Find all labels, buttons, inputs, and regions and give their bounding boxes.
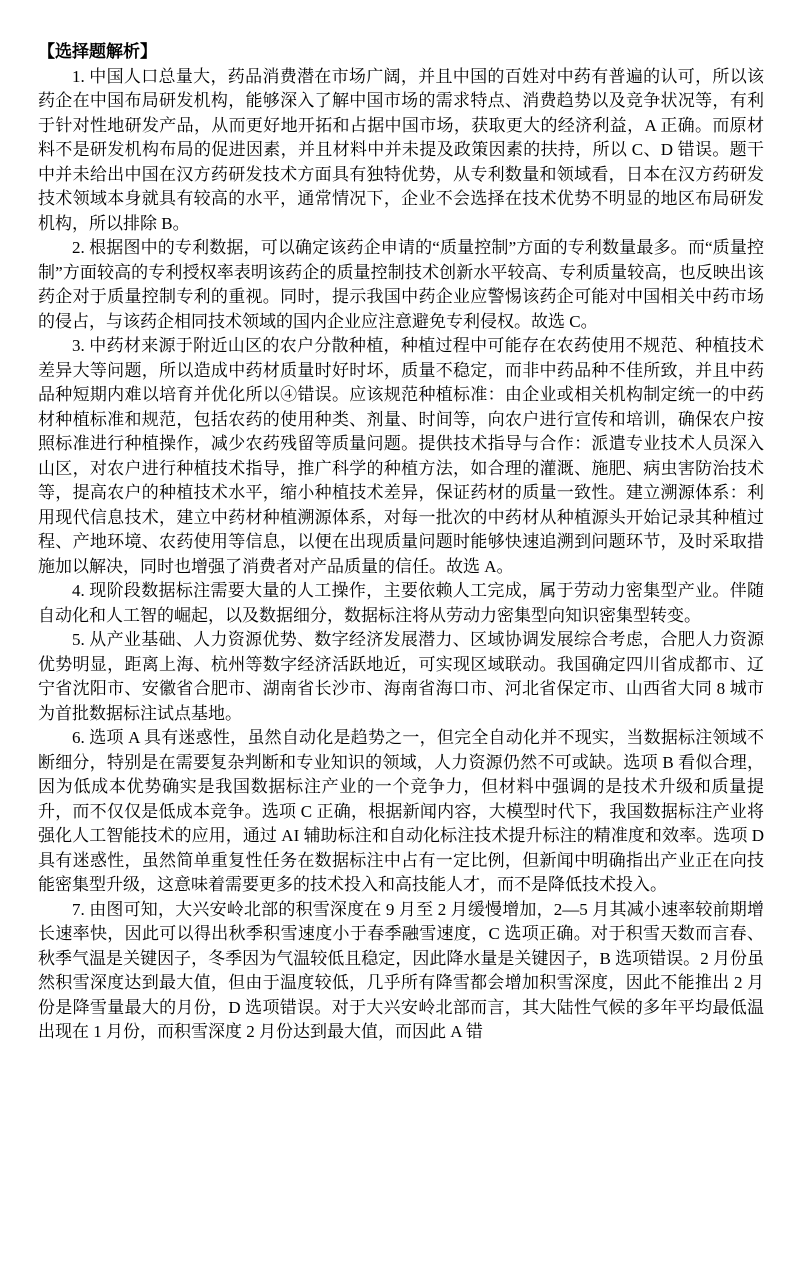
answer-paragraph-3: 3. 中药材来源于附近山区的农户分散种植，种植过程中可能存在农药使用不规范、种植技术差异大等问题，所以造成中药材质量时好时坏，质量不稳定，而非中药品种不佳所致，并且中药品种短期内难以培育并优化所以④错误。应该规范种植标准：由企业或相关机构制定统一的中药材种植标准和规范，包括农药的使用种类、剂量、时间等，向农户进行宣传和培训，确保农户按照标准进行种植操作，减少农药残留等质量问题。提供技术指导与合作：派遣专业技术人员深入山区，对农户进行种植技术指导，推广科学的种植方法，如合理的灌溉、施肥、病虫害防治技术等，提高农户的种植技术水平，缩小种植技术差异，保证药材的质量一致性。建立溯源体系：利用现代信息技术，建立中药材种植溯源体系，对每一批次的中药材从种植源头开始记录其种植过程、产地环境、农药使用等信息，以便在出现质量问题时能够快速追溯到问题环节，及时采取措施加以解决，同时也增强了消费者对产品质量的信任。故选 A。 — [38, 336, 764, 576]
answer-paragraph-7: 7. 由图可知，大兴安岭北部的积雪深度在 9 月至 2 月缓慢增加，2—5 月其减小速率较前期增长速率快，因此可以得出秋季积雪速度小于春季融雪速度，C 选项正确。对于积雪天数而言春、秋季气温是关键因子，冬季因为气温较低且稳定，因此降水量是关键因子，B 选项错误。2 月份虽然积雪深度达到最大值，但由于温度较低，几乎所有降雪都会增加积雪深度，因此不能推出 2 月份是降雪量最大的月份，D 选项错误。对于大兴安岭北部而言，其大陆性气候的多年平均最低温出现在 1 月份，而积雪深度 2 月份达到最大值，而因此 A 错 — [38, 899, 764, 1041]
answer-paragraph-1: 1. 中国人口总量大，药品消费潜在市场广阔，并且中国的百姓对中药有普遍的认可，所以该药企在中国布局研发机构，能够深入了解中国市场的需求特点、消费趋势以及竞争状况等，有利于针对性地研发产品，从而更好地开拓和占据中国市场，获取更大的经济利益，A 正确。而原材料不是研发机构布局的促进因素，并且材料中并未提及政策因素的扶持，所以 C、D 错误。题干中并未给出中国在汉方药研发技术方面具有独特优势，从专利数量和领域看，日本在汉方药研发技术领域本身就具有较高的水平，通常情况下，企业不会选择在技术优势不明显的地区布局研发机构，所以排除 B。 — [38, 66, 764, 233]
document-title: 【选择题解析】 — [38, 42, 157, 61]
answer-paragraph-4: 4. 现阶段数据标注需要大量的人工操作，主要依赖人工完成，属于劳动力密集型产业。伴随自动化和人工智的崛起，以及数据细分，数据标注将从劳动力密集型向知识密集型转变。 — [38, 581, 764, 625]
answer-paragraph-2: 2. 根据图中的专利数据，可以确定该药企申请的“质量控制”方面的专利数量最多。而“质量控制”方面较高的专利授权率表明该药企的质量控制技术创新水平较高、专利质量较高，也反映出该药企对于质量控制专利的重视。同时，提示我国中药企业应警惕该药企可能对中国相关中药市场的侵占，与该药企相同技术领域的国内企业应注意避免专利侵权。故选 C。 — [38, 238, 764, 331]
answer-paragraph-5: 5. 从产业基础、人力资源优势、数字经济发展潜力、区域协调发展综合考虑，合肥人力资源优势明显，距离上海、杭州等数字经济活跃地近，可实现区域联动。我国确定四川省成都市、辽宁省沈阳市、安徽省合肥市、湖南省长沙市、海南省海口市、河北省保定市、山西省大同 8 城市为首批数据标注试点基地。 — [38, 630, 764, 723]
answer-paragraph-6: 6. 选项 A 具有迷惑性，虽然自动化是趋势之一，但完全自动化并不现实，当数据标注领域不断细分，特别是在需要复杂判断和专业知识的领域，人力资源仍然不可或缺。选项 B 看似合理，因为低成本优势确实是我国数据标注产业的一个竞争力，但材料中强调的是技术升级和质量提升，而不仅仅是低成本竞争。选项 C 正确，根据新闻内容，大模型时代下，我国数据标注产业将强化人工智能技术的应用，通过 AI 辅助标注和自动化标注技术提升标注的精准度和效率。选项 D 具有迷惑性，虽然简单重复性任务在数据标注中占有一定比例，但新闻中明确指出产业正在向技能密集型升级，这意味着需要更多的技术投入和高技能人才，而不是降低技术投入。 — [38, 728, 764, 894]
